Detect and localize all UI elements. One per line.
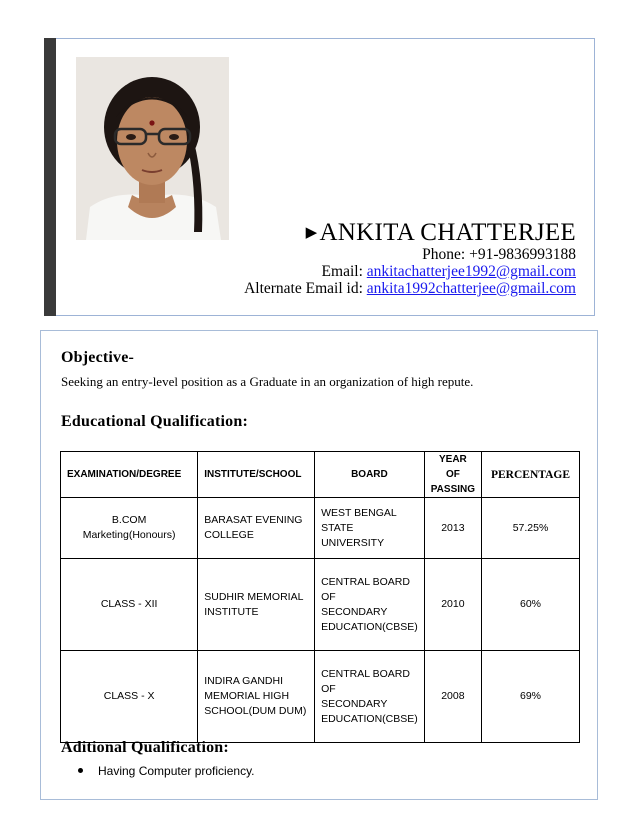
column-header-exam: EXAMINATION/DEGREE bbox=[61, 452, 198, 498]
exam-cell: CLASS - XII bbox=[61, 559, 198, 651]
education-heading: Educational Qualification: bbox=[61, 413, 248, 430]
institute-cell: BARASAT EVENING COLLEGE bbox=[198, 498, 315, 559]
email-line bbox=[322, 263, 576, 281]
board-cell: WEST BENGAL STATE UNIVERSITY bbox=[315, 498, 425, 559]
phone-line bbox=[422, 246, 576, 264]
arrow-right-icon: ▶ bbox=[305, 225, 318, 241]
exam-cell: CLASS - X bbox=[61, 651, 198, 743]
column-header-board: BOARD bbox=[315, 452, 425, 498]
education-table bbox=[60, 451, 580, 743]
column-header-percentage: PERCENTAGE bbox=[482, 452, 580, 498]
institute-cell: INDIRA GANDHI MEMORIAL HIGH SCHOOL(DUM DUM) bbox=[198, 651, 315, 743]
candidate-name bbox=[306, 219, 576, 247]
column-header-year: YEAR OF PASSING bbox=[424, 452, 481, 498]
table-row bbox=[61, 559, 580, 651]
bullet-icon bbox=[78, 768, 83, 773]
profile-photo bbox=[76, 57, 229, 240]
board-cell: CENTRAL BOARD OF SECONDARY EDUCATION(CBSE) bbox=[315, 559, 425, 651]
alt-email-label: Alternate Email id: bbox=[244, 280, 363, 297]
list-item bbox=[78, 764, 255, 778]
list-item-text: Having Computer proficiency. bbox=[98, 764, 255, 778]
board-cell: CENTRAL BOARD OF SECONDARY EDUCATION(CBSE) bbox=[315, 651, 425, 743]
table-row bbox=[61, 498, 580, 559]
email-label: Email: bbox=[321, 263, 363, 280]
email-link[interactable]: ankitachatterjee1992@gmail.com bbox=[366, 263, 576, 280]
year-cell: 2010 bbox=[424, 559, 481, 651]
year-cell: 2008 bbox=[424, 651, 481, 743]
year-cell: 2013 bbox=[424, 498, 481, 559]
phone-value: +91-9836993188 bbox=[469, 246, 576, 263]
header-left-bar bbox=[44, 38, 56, 316]
percentage-cell: 69% bbox=[482, 651, 580, 743]
percentage-cell: 57.25% bbox=[482, 498, 580, 559]
objective-text: Seeking an entry-level position as a Graduate in an organization of high repute. bbox=[61, 374, 474, 389]
exam-cell: B.COM Marketing(Honours) bbox=[61, 498, 198, 559]
objective-heading: Objective- bbox=[61, 349, 135, 366]
table-row bbox=[61, 651, 580, 743]
name-text: ANKITA CHATTERJEE bbox=[319, 219, 576, 246]
alt-email-line bbox=[244, 280, 576, 298]
percentage-cell: 60% bbox=[482, 559, 580, 651]
additional-list bbox=[78, 764, 255, 778]
additional-heading: Aditional Qualification: bbox=[61, 739, 229, 756]
phone-label: Phone: bbox=[422, 246, 466, 263]
column-header-institute: INSTITUTE/SCHOOL bbox=[198, 452, 315, 498]
alt-email-link[interactable]: ankita1992chatterjee@gmail.com bbox=[366, 280, 576, 297]
institute-cell: SUDHIR MEMORIAL INSTITUTE bbox=[198, 559, 315, 651]
